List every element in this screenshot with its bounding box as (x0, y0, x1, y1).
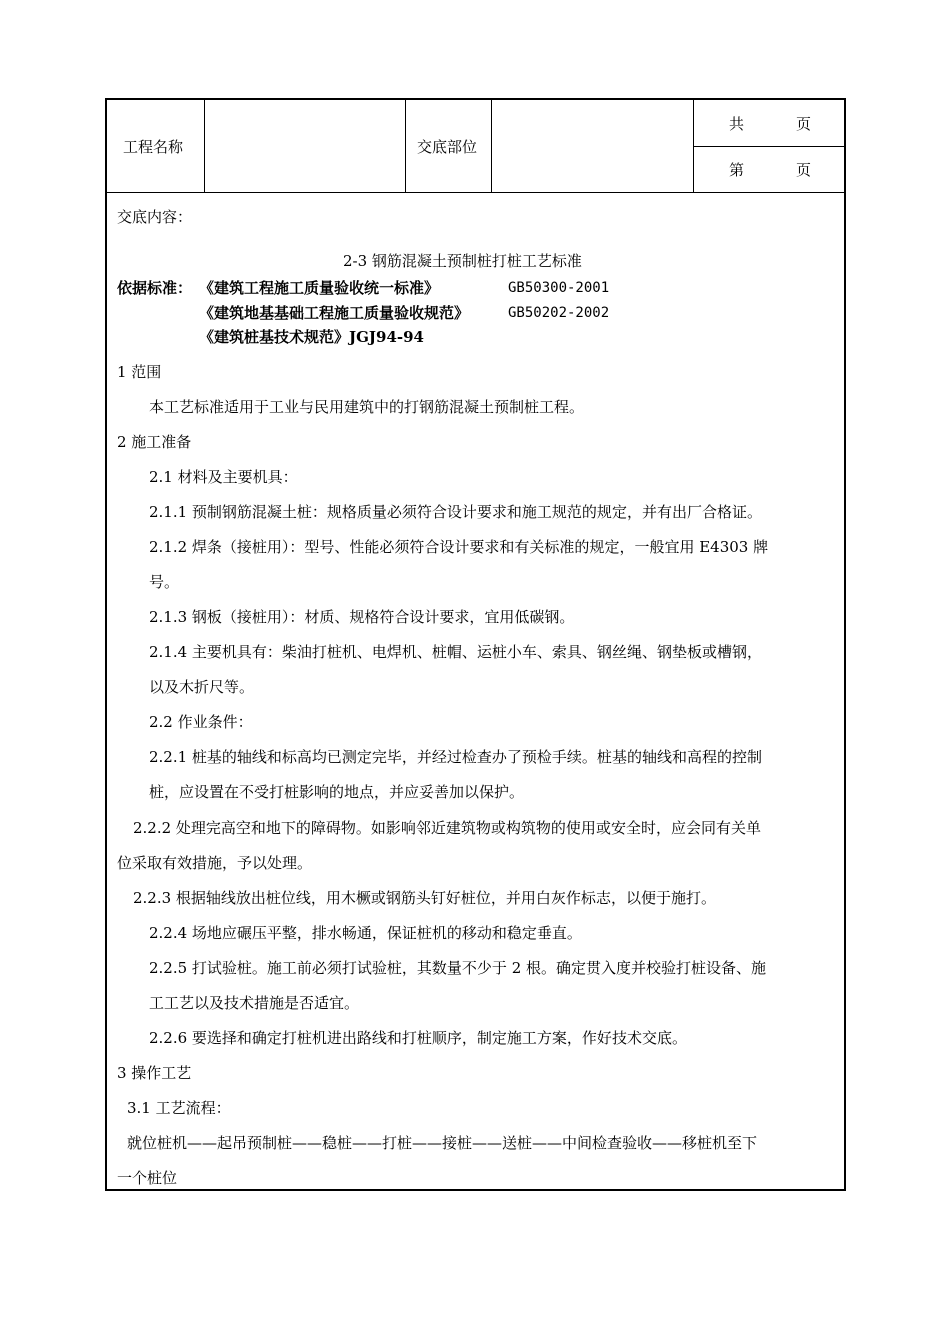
section-2-2-1: 2.2.1 桩基的轴线和标高均已测定完毕，并经过检查办了预检手续。桩基的轴线和高程的控制 (149, 748, 762, 766)
header-divider (694, 146, 844, 147)
section-2-2-4: 2.2.4 场地应碾压平整，排水畅通，保证桩机的移动和稳定垂直。 (149, 924, 582, 942)
document-frame (105, 98, 846, 1191)
standard-1-code: GB50300-2001 (508, 280, 610, 296)
section-2-1-2-cont: 号。 (149, 573, 180, 591)
section-2-1-4: 2.1.4 主要机具有：柴油打桩机、电焊机、桩帽、运桩小车、索具、钢丝绳、钢垫板或槽钢， (149, 643, 762, 661)
process-flow-cont: 一个桩位 (117, 1169, 178, 1187)
section-2-2-5: 2.2.5 打试验桩。施工前必须打试验桩，其数量不少于 2 根。确定贯入度并校验打桩设备、施 (149, 959, 767, 977)
basis-label: 依据标准： (117, 279, 193, 297)
section-2-1-4-cont: 以及木折尺等。 (149, 678, 255, 696)
project-name-label: 工程名称 (123, 138, 184, 156)
section-1-heading: 1 范围 (117, 363, 162, 381)
section-2-2-3: 2.2.3 根据轴线放出桩位线，用木橛或钢筋头钉好桩位，并用白灰作标志，以便于施打。 (133, 889, 716, 907)
page-number-label: 第 (729, 161, 745, 179)
section-2-2-2: 2.2.2 处理完高空和地下的障碍物。如影响邻近建筑物或构筑物的使用或安全时，应会同有关单 (133, 819, 761, 837)
section-2-2-heading: 2.2 作业条件： (149, 713, 253, 731)
standard-2-code: GB50202-2002 (508, 305, 610, 321)
section-2-heading: 2 施工准备 (117, 433, 192, 451)
section-2-1-3: 2.1.3 钢板（接桩用）：材质、规格符合设计要求，宜用低碳钢。 (149, 608, 575, 626)
standard-3: 《建筑桩基技术规范》JGJ94-94 (199, 328, 424, 346)
section-2-1-2: 2.1.2 焊条（接桩用）：型号、性能必须符合设计要求和有关标准的规定，一般宜用 E4303 牌 (149, 538, 769, 556)
total-pages-unit: 页 (796, 115, 812, 133)
section-2-2-1-cont: 桩，应设置在不受打桩影响的地点，并应妥善加以保护。 (149, 783, 525, 801)
document-title: 2-3 钢筋混凝土预制桩打桩工艺标准 (343, 252, 582, 270)
total-pages-label: 共 (729, 115, 745, 133)
standard-2: 《建筑地基基础工程施工质量验收规范》 (199, 304, 470, 322)
section-2-1-heading: 2.1 材料及主要机具： (149, 468, 298, 486)
section-2-2-2-cont: 位采取有效措施，予以处理。 (117, 854, 313, 872)
intro-label: 交底内容： (117, 208, 193, 226)
section-3-heading: 3 操作工艺 (117, 1064, 192, 1082)
location-label: 交底部位 (417, 138, 478, 156)
process-flow: 就位桩机——起吊预制桩——稳桩——打桩——接桩——送桩——中间检查验收——移桩机至下 (127, 1134, 758, 1152)
header-divider (491, 100, 492, 193)
section-1-text: 本工艺标准适用于工业与民用建筑中的打钢筋混凝土预制桩工程。 (149, 398, 585, 416)
section-3-1-heading: 3.1 工艺流程： (127, 1099, 231, 1117)
header-table (107, 100, 844, 193)
section-2-2-6: 2.2.6 要选择和确定打桩机进出路线和打桩顺序，制定施工方案，作好技术交底。 (149, 1029, 687, 1047)
header-divider (405, 100, 406, 193)
section-2-1-1: 2.1.1 预制钢筋混凝土桩：规格质量必须符合设计要求和施工规范的规定，并有出厂合格证。 (149, 503, 762, 521)
page-number-unit: 页 (796, 161, 812, 179)
standard-1: 《建筑工程施工质量验收统一标准》 (199, 279, 440, 297)
section-2-2-5-cont: 工工艺以及技术措施是否适宜。 (149, 994, 360, 1012)
header-divider (204, 100, 205, 193)
